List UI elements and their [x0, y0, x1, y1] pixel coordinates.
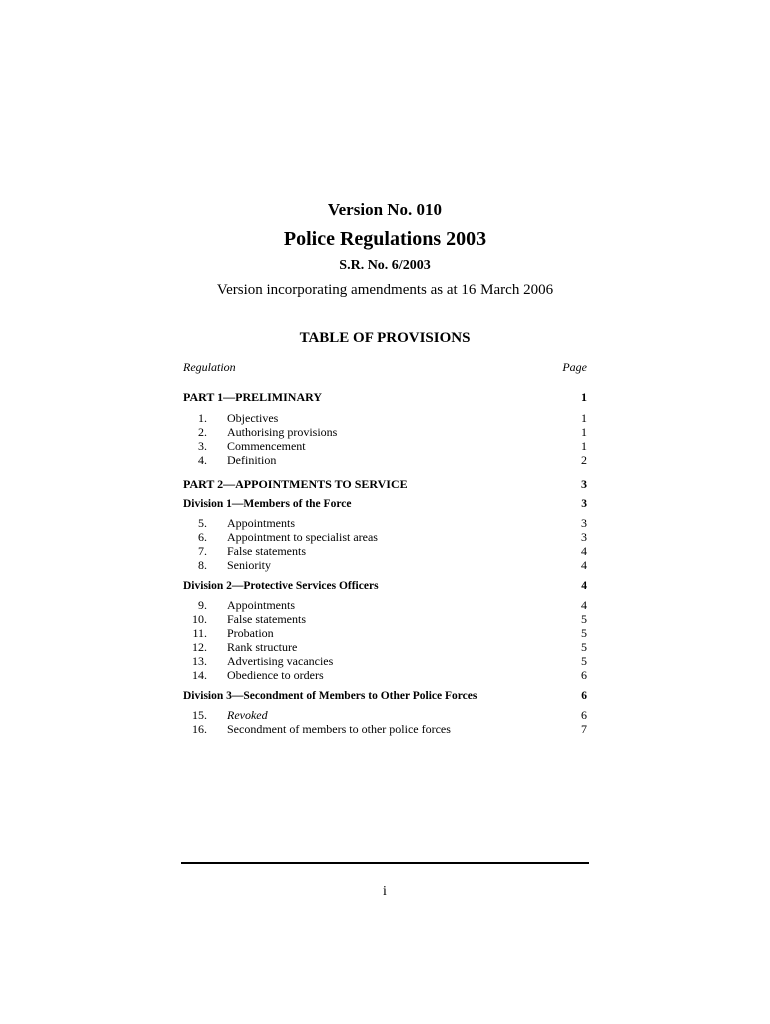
toc-item-list: [183, 708, 587, 736]
entry-number: 2.: [198, 425, 207, 439]
entry-number: 16.: [192, 722, 207, 736]
amendment-note: Version incorporating amendments as at 16 March 2006: [216, 282, 554, 298]
entry-number: 4.: [198, 453, 207, 467]
entry-page: 5: [581, 626, 587, 640]
entry-page: 5: [581, 654, 587, 668]
entry-number: 12.: [192, 640, 207, 654]
part-title: PART 1—PRELIMINARY: [183, 390, 323, 404]
entry-page: 3: [581, 516, 587, 530]
entry-page: 4: [581, 598, 587, 612]
regulation-column-header: Regulation: [183, 360, 236, 374]
statutory-rule-number: S.R. No. 6/2003: [339, 258, 431, 273]
division-title: Division 1—Members of the Force: [183, 498, 352, 510]
entry-title: Appointments: [227, 598, 295, 612]
toc-heading: TABLE OF PROVISIONS: [299, 330, 471, 346]
toc-entry[interactable]: [183, 612, 587, 626]
division-page: 3: [581, 498, 587, 510]
toc-entry[interactable]: [183, 722, 587, 736]
entry-page: 1: [581, 425, 587, 439]
page-column-header: Page: [562, 360, 587, 374]
entry-title: False statements: [227, 544, 306, 558]
toc-entry[interactable]: [183, 453, 587, 467]
entry-page: 6: [581, 668, 587, 682]
toc-item-list: [183, 516, 587, 572]
toc-entry[interactable]: [183, 530, 587, 544]
division-title: Division 3—Secondment of Members to Other Police Forces: [183, 690, 478, 702]
entry-title: Authorising provisions: [227, 425, 338, 439]
part-page: 1: [581, 390, 587, 404]
entry-page: 2: [581, 453, 587, 467]
entry-title: Appointment to specialist areas: [227, 530, 378, 544]
entry-number: 7.: [198, 544, 207, 558]
toc-entry[interactable]: [183, 439, 587, 453]
toc-division-heading[interactable]: [183, 580, 587, 592]
entry-title: Rank structure: [227, 640, 298, 654]
toc-entry[interactable]: [183, 425, 587, 439]
entry-number: 11.: [192, 626, 207, 640]
entry-page: 4: [581, 544, 587, 558]
entry-number: 15.: [192, 708, 207, 722]
entry-page: 4: [581, 558, 587, 572]
entry-number: 8.: [198, 558, 207, 572]
entry-number: 14.: [192, 668, 207, 682]
entry-title: Definition: [227, 453, 277, 467]
entry-page: 3: [581, 530, 587, 544]
entry-title: Revoked: [227, 708, 268, 722]
part-page: 3: [581, 477, 587, 491]
toc-entry[interactable]: [183, 626, 587, 640]
toc-item-list: [183, 411, 587, 467]
toc-entry[interactable]: [183, 411, 587, 425]
entry-page: 6: [581, 708, 587, 722]
entry-number: 5.: [198, 516, 207, 530]
toc-entry[interactable]: [183, 640, 587, 654]
entry-title: Obedience to orders: [227, 668, 324, 682]
entry-title: Probation: [227, 626, 274, 640]
toc-entry[interactable]: [183, 516, 587, 530]
entry-title: Appointments: [227, 516, 295, 530]
division-page: 4: [581, 580, 587, 592]
toc-entry[interactable]: [183, 654, 587, 668]
entry-title: False statements: [227, 612, 306, 626]
entry-page: 5: [581, 640, 587, 654]
toc-division-heading[interactable]: [183, 498, 587, 510]
entry-title: Advertising vacancies: [227, 654, 334, 668]
toc-entry[interactable]: [183, 708, 587, 722]
entry-number: 1.: [198, 411, 207, 425]
entry-title: Commencement: [227, 439, 306, 453]
version-number: Version No. 010: [327, 200, 443, 219]
toc-entry[interactable]: [183, 668, 587, 682]
toc-item-list: [183, 598, 587, 682]
entry-page: 1: [581, 439, 587, 453]
toc-entry[interactable]: [183, 598, 587, 612]
division-title: Division 2—Protective Services Officers: [183, 580, 379, 592]
toc-part-heading[interactable]: [183, 477, 587, 492]
page-number: i: [383, 884, 387, 899]
entry-page: 1: [581, 411, 587, 425]
entry-number: 10.: [192, 612, 207, 626]
toc-division-heading[interactable]: [183, 690, 587, 702]
entry-title: Seniority: [227, 558, 271, 572]
entry-title: Objectives: [227, 411, 279, 425]
toc-entry[interactable]: [183, 558, 587, 572]
entry-page: 7: [581, 722, 587, 736]
entry-number: 6.: [198, 530, 207, 544]
division-page: 6: [581, 690, 587, 702]
entry-title: Secondment of members to other police forces: [227, 722, 451, 736]
document-title: Police Regulations 2003: [283, 228, 487, 250]
toc-column-headers: [183, 360, 587, 380]
entry-page: 5: [581, 612, 587, 626]
toc-entry[interactable]: [183, 544, 587, 558]
entry-number: 9.: [198, 598, 207, 612]
toc-part-heading[interactable]: [183, 390, 587, 405]
table-of-provisions: [183, 360, 587, 744]
footer-rule: [181, 862, 589, 864]
part-title: PART 2—APPOINTMENTS TO SERVICE: [183, 477, 408, 491]
entry-number: 3.: [198, 439, 207, 453]
entry-number: 13.: [192, 654, 207, 668]
